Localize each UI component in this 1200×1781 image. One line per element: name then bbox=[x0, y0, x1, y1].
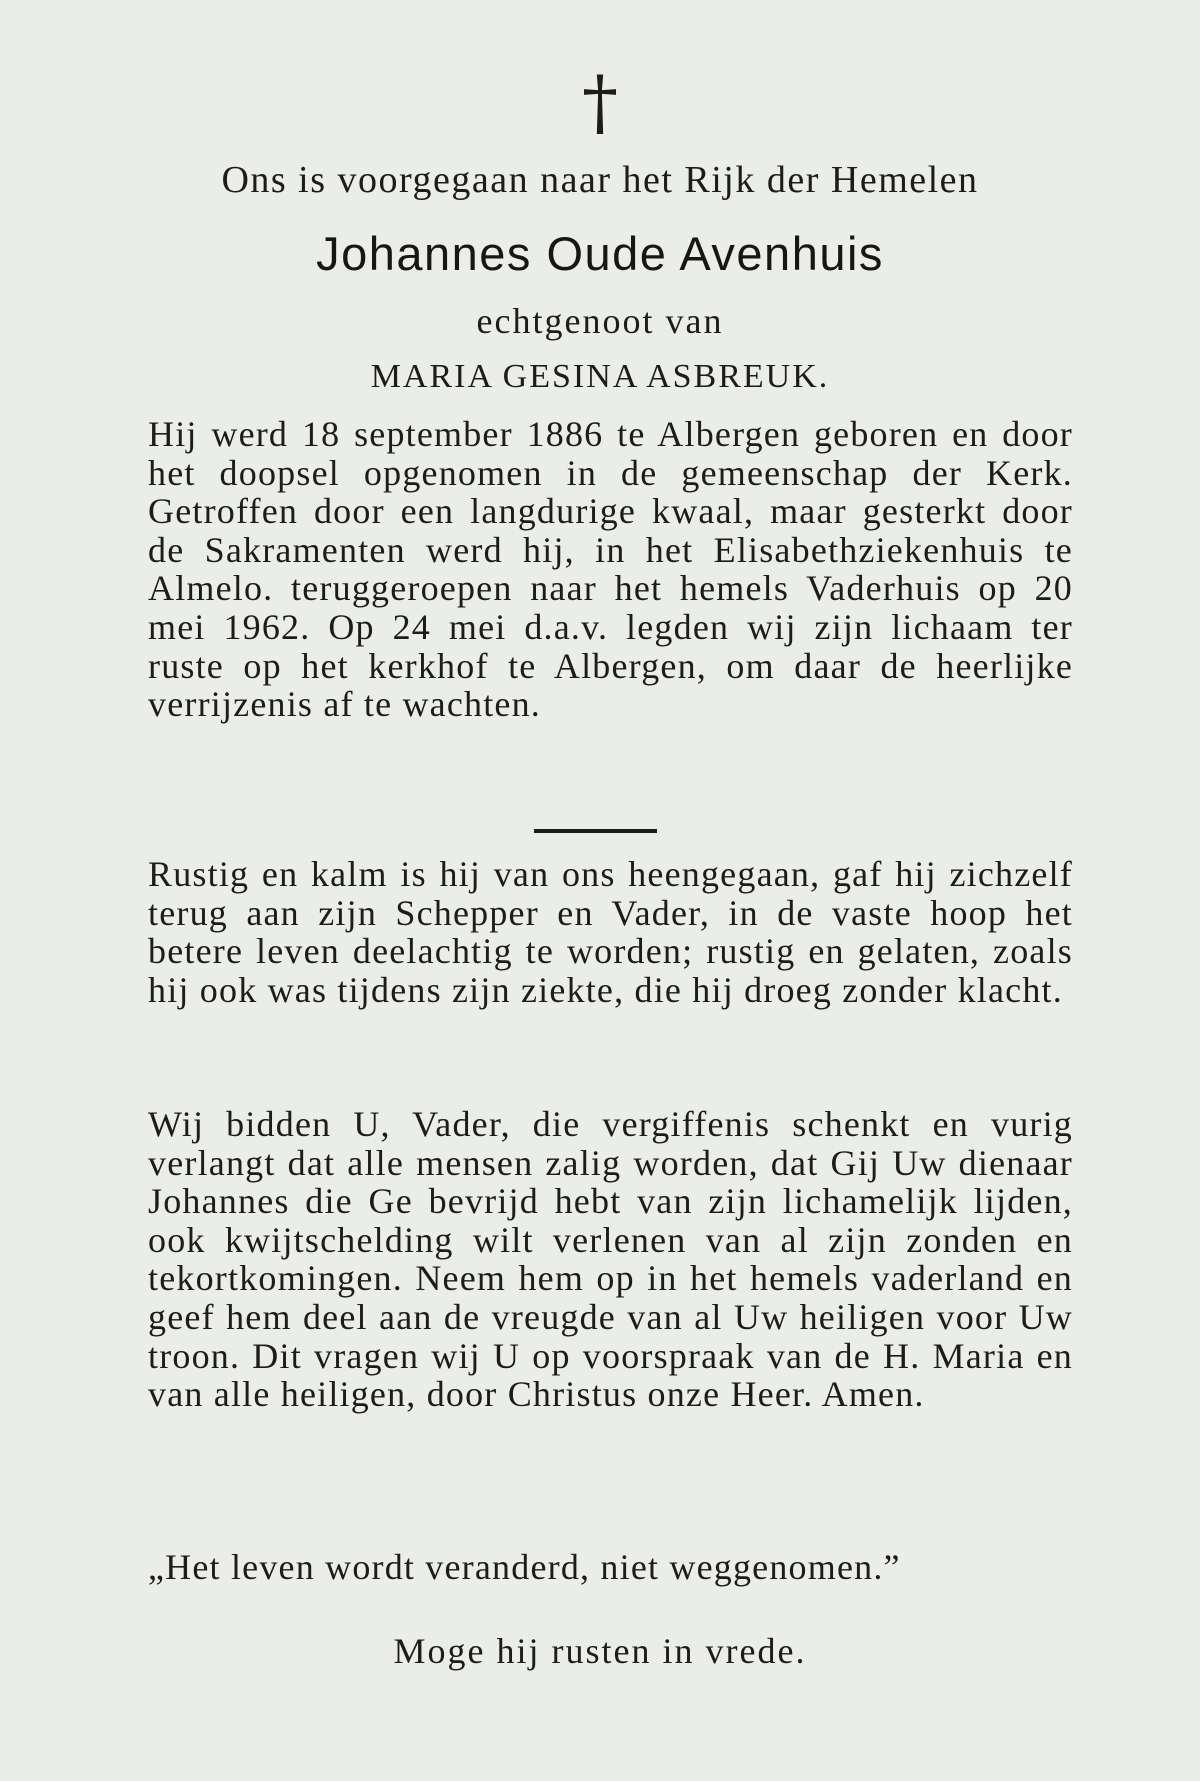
intro-line: Ons is voorgegaan naar het Rijk der Hemelen bbox=[221, 159, 979, 201]
biography-paragraph: Hij werd 18 september 1886 te Albergen geboren en door het doopsel opgenomen in de gemeenschap der Kerk. Getroffen door een langdurige kwaal, maar gesterkt door de Sakramenten werd hij, in het Elisabethziekenhuis te Almelo. teruggeroepen naar het hemels Vaderhuis op 20 mei 1962. Op 24 mei d.a.v. legden wij zijn lichaam ter ruste op het kerkhof te Albergen, om daar de heerlijke verrijzenis af te wachten. bbox=[148, 414, 1073, 725]
spouse-label: echtgenoot van bbox=[476, 301, 724, 341]
closing-line: Moge hij rusten in vrede. bbox=[393, 1631, 807, 1671]
reflection-paragraph: Rustig en kalm is hij van ons heengegaan, gaf hij zichzelf terug aan zijn Schepper en Vader, in de vaste hoop het betere leven deelachtig te worden; rustig en gelaten, zoals hij ook was tijdens zijn ziekte, die hij droeg zonder klacht. bbox=[148, 854, 1073, 1010]
prayer-paragraph: Wij bidden U, Vader, die vergiffenis schenkt en vurig verlangt dat alle mensen zalig worden, dat Gij Uw dienaar Johannes die Ge bevrijd hebt van zijn lichamelijk lijden, ook kwijtschelding wilt verlenen van al zijn zonden en tekortkomingen. Neem hem op in het hemels vaderland en geef hem deel aan de vreugde van al Uw heiligen voor Uw troon. Dit vragen wij U op voorspraak van de H. Maria en van alle heiligen, door Christus onze Heer. Amen. bbox=[148, 1104, 1073, 1415]
spouse-name: MARIA GESINA ASBREUK. bbox=[370, 358, 830, 395]
cross-icon: † bbox=[582, 60, 618, 144]
quote-paragraph: „Het leven wordt veranderd, niet weggenomen.” bbox=[148, 1547, 901, 1587]
deceased-name: Johannes Oude Avenhuis bbox=[316, 227, 884, 280]
section-divider bbox=[534, 829, 657, 833]
